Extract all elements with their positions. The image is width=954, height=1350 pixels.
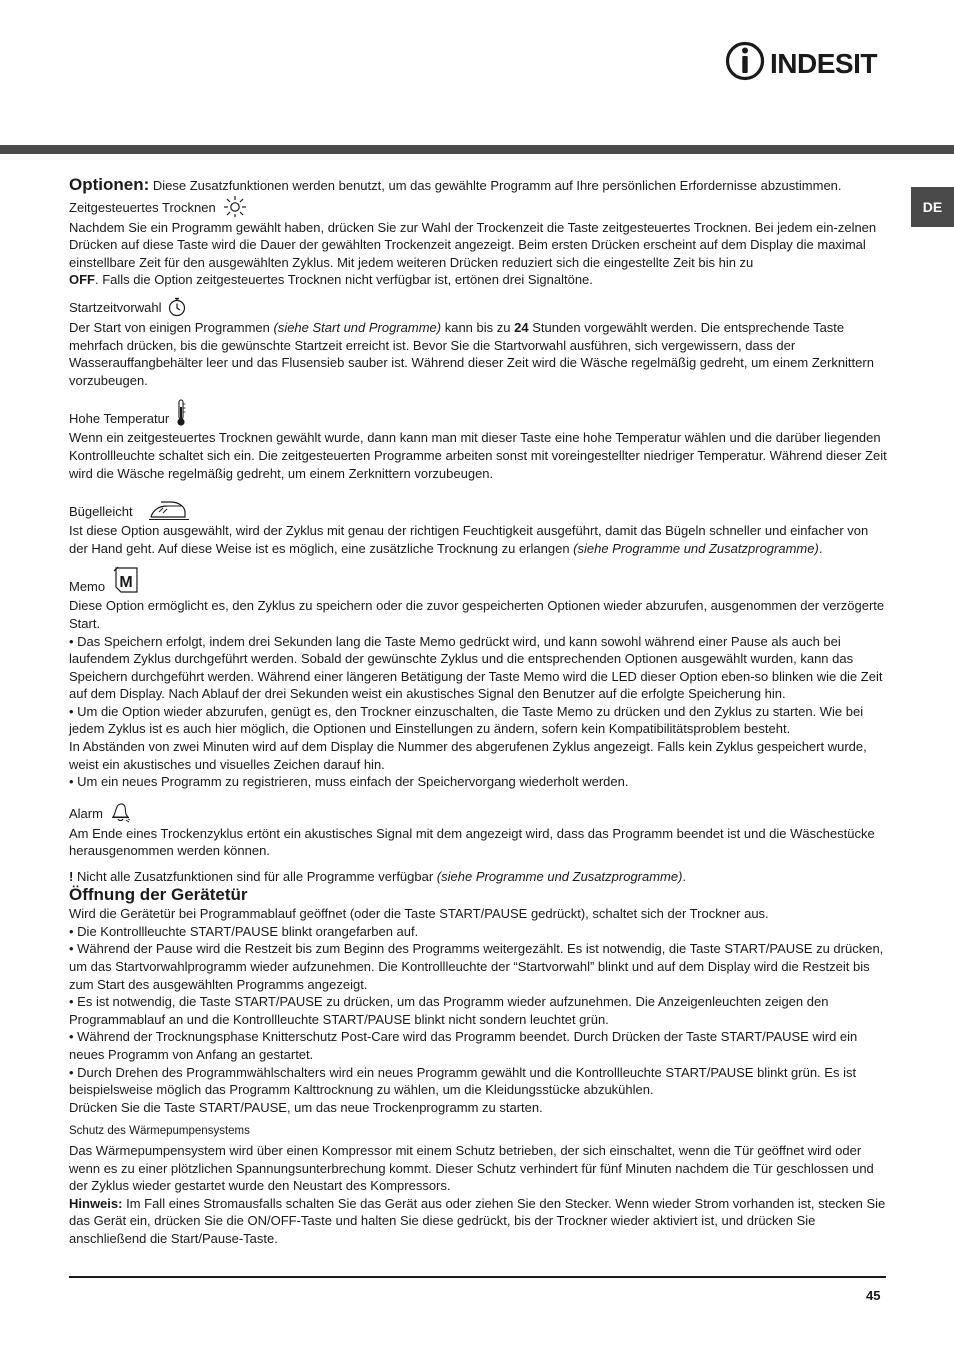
section-text: Der Start von einigen Programmen (siehe Start und Programme) kann bis zu 24 Stunden vorgewählt werden. Die entsprechende Taste mehrfach drücken, bis die gewünschte Startzeit erreicht ist. Bevor Sie die Startvorwahl ausführen, sich vergewissern, dass der Wasserauffangbehälter leer und das Flusensieb sauber ist. Während dieser Zeit wird die Wäsche regelmäßig gedreht, um einem Zerknittern vorzubeugen. — [69, 319, 874, 388]
section-text: • Um ein neues Programm zu registrieren, muss einfach der Speichervorgang wiederholt werden. — [69, 774, 629, 790]
footer-rule — [69, 1276, 886, 1278]
section-text: Wenn ein zeitgesteuertes Trocknen gewählt wurde, dann kann man mit dieser Taste eine hohe Temperatur wählen und die darüber liegenden Kontrollleuchte schaltet sich ein. Die zeitgesteuerten Programme arbeiten sonst mit voreingestellter niedriger Temperatur. Während dieser Zeit wird die Wäsche regelmäßig gedreht, um einem Zerknittern vorzubeugen. — [69, 430, 887, 481]
section-alarm — [69, 801, 889, 860]
section-title-row — [69, 297, 889, 317]
section-text: Ist diese Option ausgewählt, wird der Zyklus mit genau der richtigen Feuchtigkeit ausgeführt, damit das Bügeln schneller und einfacher von der Hand geht. Auf diese Weise ist es möglich, eine zusätzliche Trocknung zu erlangen (siehe Programme und Zusatzprogramme). — [69, 523, 869, 556]
door-text: • Es ist notwendig, die Taste START/PAUSE zu drücken, um das Programm wieder aufzunehmen. Die Anzeigenleuchten zeigen den Programmablauf an und die Kontrollleuchte START/PAUSE blinkt nicht sondern leuchtet grün. — [69, 994, 829, 1027]
indesit-logo — [724, 40, 889, 82]
options-intro — [69, 176, 889, 195]
options-heading: Optionen: — [69, 175, 150, 194]
door-text: • Durch Drehen des Programmwählschalters wird ein neues Programm gewählt und die Kontrollleuchte START/PAUSE blinkt grün. Es ist beispielsweise möglich das Programm Kalttrocknung zu wählen, um die Kleidungsstücke abzukühlen. — [69, 1064, 857, 1098]
section-text: Am Ende eines Trockenzyklus ertönt ein akustisches Signal mit dem angezeigt wird, dass das Programm beendet ist und die Wäschestücke herausgenommen werden können. — [69, 825, 875, 859]
door-text: • Während der Trocknungsphase Knitterschutz Post-Care wird das Programm beendet. Durch Drücken der Taste START/PAUSE wird ein neues Programm von Anfang an gestartet. — [69, 1029, 858, 1062]
section-title: Bügelleicht — [69, 503, 133, 519]
section-delay-start — [69, 297, 889, 389]
section-title-row — [69, 801, 889, 823]
door-text: Drücken Sie die Taste START/PAUSE, um das neue Trockenprogramm zu starten. — [69, 1099, 543, 1115]
bell-icon — [109, 801, 131, 823]
heatpump-hint: Hinweis: Im Fall eines Stromausfalls schalten Sie das Gerät aus oder ziehen Sie den Stecker. Wenn wieder Strom vorhanden ist, stecken Sie das Gerät ein, drücken Sie die ON/OFF-Taste und halten Sie diese gedrückt, bis der Trockner wieder aktiviert ist, und drücken Sie anschließend die Start/Pause-Taste. — [69, 1195, 886, 1246]
section-title-row — [69, 195, 889, 217]
availability-note: ! Nicht alle Zusatzfunktionen sind für alle Programme verfügbar (siehe Programme und Zusatzprogramme). — [69, 869, 687, 885]
section-title: Zeitgesteuertes Trocknen — [69, 200, 216, 215]
door-text: • Während der Pause wird die Restzeit bis zum Beginn des Programms weitergezählt. Es ist notwendig, die Taste START/PAUSE zu drücken, um das Startvorwahlprogramm wieder aufzunehmen. Die Kontrollleuchte der “Startvorwahl” blinkt und auf dem Display wird die Restzeit bis zum Start des ausgewählten Programms angezeigt. — [69, 941, 884, 992]
section-text: Diese Option ermöglicht es, den Zyklus zu speichern oder die zuvor gespeicherten Optionen wieder abzurufen, ausgenommen der verzögerte Start. — [69, 598, 885, 631]
options-intro-text: Diese Zusatzfunktionen werden benutzt, um das gewählte Programm auf Ihre persönlichen Erfordernisse abzustimmen. — [152, 178, 842, 193]
section-text: In Abständen von zwei Minuten wird auf dem Display die Nummer des abgerufenen Zyklus angezeigt. Falls kein Zyklus gespeichert wurde, weist ein akustisches und visuelles Zeichen darauf hin. — [69, 739, 867, 772]
off-label: OFF — [69, 272, 95, 288]
heatpump-title: Schutz des Wärmepumpensystems — [69, 1125, 250, 1138]
memo-icon-letter: M — [119, 574, 133, 592]
section-memo — [69, 565, 889, 791]
section-text: Nachdem Sie ein Programm gewählt haben, drücken Sie zur Wahl der Trockenzeit die Taste zeitgesteuertes Trocknen. Bei jedem ein-zelnen Drücken auf diese Taste wird die Dauer der gewählten Trockenzeit angezeigt. Beim ersten Drücken erscheint auf dem Display die maximal einstellbare Zeit für den ausgewählten Zyklus. Mit jedem weiteren Drücken reduziert sich die eingestellte Zeit bis hin zu OFF. Falls die Option zeitgesteuertes Trocknen nicht verfügbar ist, ertönen drei Signaltöne. — [69, 219, 877, 288]
section-title: Startzeitvorwahl — [69, 300, 162, 316]
door-text: Wird die Gerätetür bei Programmablauf geöffnet (oder die Taste START/PAUSE gedrückt), schaltet sich der Trockner aus. — [69, 906, 769, 922]
section-title: Alarm — [69, 806, 103, 822]
header-bar — [0, 145, 954, 154]
iron-icon — [147, 498, 191, 520]
section-high-temperature — [69, 399, 889, 482]
section-timed-drying — [69, 195, 889, 289]
section-title: Hohe Temperatur — [69, 410, 170, 426]
language-tab: DE — [911, 187, 954, 227]
clock-icon — [167, 297, 187, 317]
door-text: • Die Kontrollleuchte START/PAUSE blinkt orangefarben auf. — [69, 923, 419, 939]
section-title-row — [69, 565, 889, 595]
logo-text: INDESIT — [770, 48, 877, 79]
memo-icon — [111, 565, 141, 595]
sun-icon — [222, 195, 248, 217]
section-easy-iron — [69, 498, 889, 557]
max-hours: 24 — [514, 319, 529, 335]
section-title-row — [69, 498, 889, 520]
heatpump-text: Das Wärmepumpensystem wird über einen Kompressor mit einem Schutz betrieben, der sich einschaltet, wenn die Tür geöffnet wird oder wenn es zu einer plötzlichen Spannungsunterbrechung kommt. Dieser Schutz verhindert für fünf Minuten nachdem die Tür geschlossen und der Zyklus wieder gestartet wurde den Neustart des Kompressors. — [69, 1142, 874, 1194]
section-title-row — [69, 399, 889, 427]
section-text: • Um die Option wieder abzurufen, genügt es, den Trockner einzuschalten, die Taste Memo zu drücken und den Zyklus zu starten. Wie bei jedem Zyklus ist es auch hier möglich, die Optionen und Einstellungen zu ändern, sofern kein Kompatibilitätsproblem besteht. — [69, 703, 864, 737]
page-content — [69, 176, 889, 1248]
logo-graphic — [724, 40, 889, 82]
page-number: 45 — [866, 1288, 881, 1303]
warning-mark: ! — [69, 869, 74, 885]
section-title: Memo — [69, 578, 106, 594]
section-text: • Das Speichern erfolgt, indem drei Sekunden lang die Taste Memo gedrückt wird, und kann sowohl während einer Pause als auch bei laufendem Zyklus durchgeführt werden. Sobald der gewünschte Zyklus und die entsprechenden Optionen ausgewählt wurden, kann das Speichern durchgeführt werden. Während einer längeren Betätigung der Taste Memo wird die LED dieser Option eben-so blinken wie die Zeit auf dem Display. Nach Ablauf der drei Sekunden weist ein akustisches Signal den Benutzer auf die erfolgte Speicherung hin. — [69, 633, 883, 702]
hint-label: Hinweis: — [69, 1195, 123, 1211]
thermometer-icon — [175, 399, 187, 427]
door-heading: Öffnung der Gerätetür — [69, 884, 248, 904]
